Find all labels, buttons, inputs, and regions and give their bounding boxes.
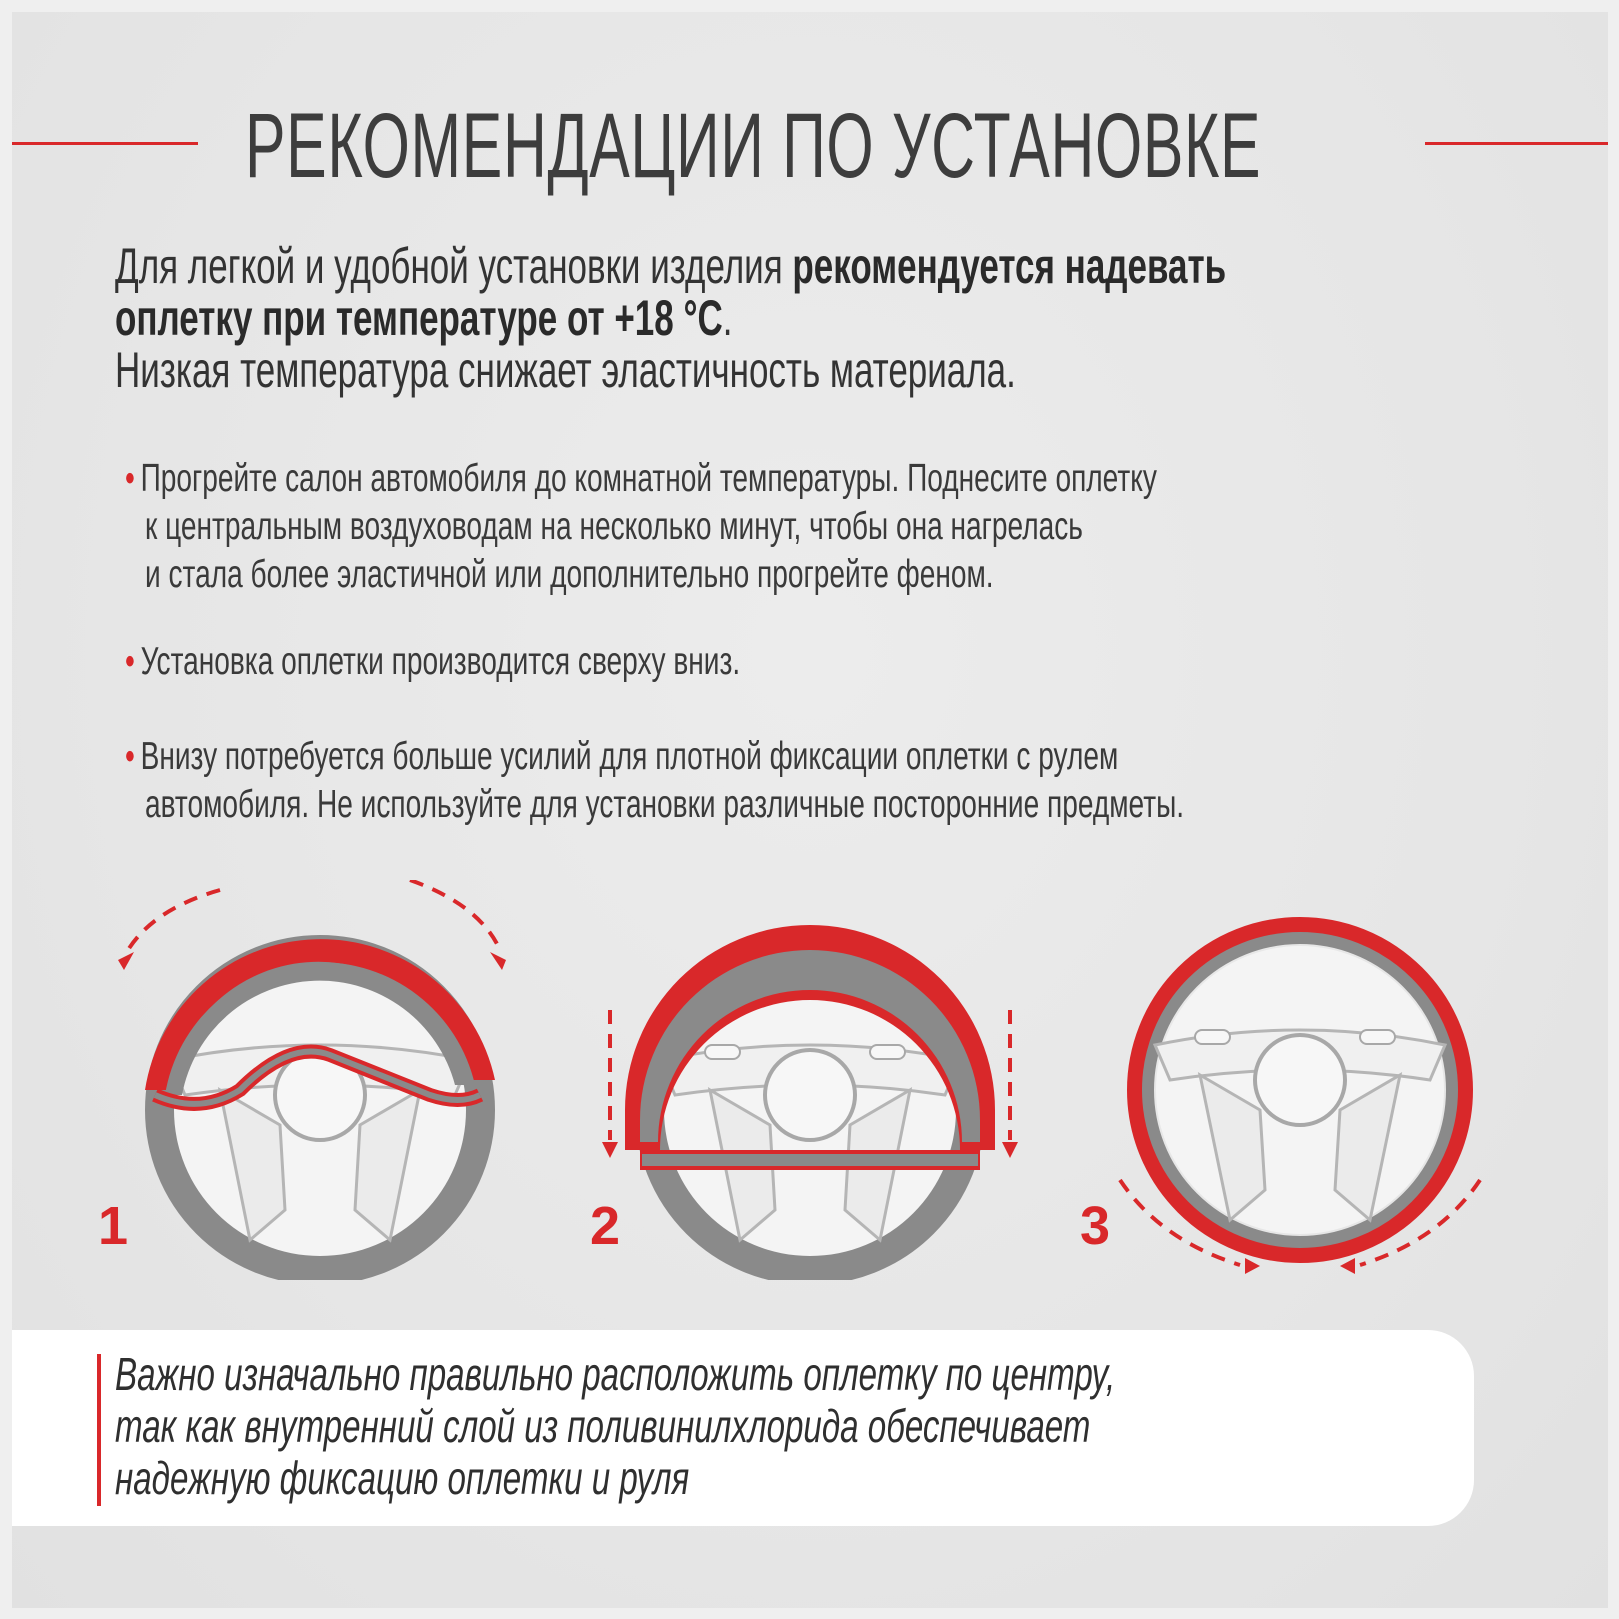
step-number-1: 1 bbox=[98, 1196, 129, 1256]
bullet-item-top-down bbox=[125, 638, 1619, 686]
intro-line1-text: Для легкой и удобной установки изделия bbox=[115, 238, 793, 294]
intro-line2-end: . bbox=[722, 290, 733, 346]
intro-line3: Низкая температура снижает эластичность материала. bbox=[115, 342, 1016, 398]
note-line: так как внутренний слой из поливинилхлорида обеспечивает bbox=[115, 1400, 1091, 1452]
bullet-item-warm-up bbox=[125, 455, 1619, 599]
bullet-dot-icon: • bbox=[125, 735, 135, 778]
note-accent-bar bbox=[97, 1354, 101, 1506]
note-line: надежную фиксацию оплетки и руля bbox=[115, 1452, 690, 1504]
title-decor-line-left bbox=[12, 142, 198, 145]
bullet-line: Установка оплетки производится сверху вниз. bbox=[140, 640, 741, 683]
bullet-line: автомобиля. Не используйте для установки различные посторонние предметы. bbox=[145, 783, 1185, 826]
note-line: Важно изначально правильно расположить оплетку по центру, bbox=[115, 1348, 1116, 1400]
steering-wheel-step-1-icon bbox=[110, 880, 530, 1280]
title-decor-line-right bbox=[1425, 142, 1608, 145]
step-number-3: 3 bbox=[1080, 1196, 1111, 1256]
bullet-dot-icon: • bbox=[125, 457, 135, 500]
important-note-text bbox=[115, 1348, 1515, 1504]
bullet-line: Внизу потребуется больше усилий для плотной фиксации оплетки с рулем bbox=[140, 735, 1119, 778]
step-number-2: 2 bbox=[590, 1196, 621, 1256]
steering-wheel-step-2-icon bbox=[600, 880, 1020, 1280]
intro-line1-bold: рекомендуется надевать bbox=[792, 238, 1227, 294]
intro-paragraph bbox=[115, 240, 1615, 396]
bullet-dot-icon: • bbox=[125, 640, 135, 683]
bullet-line: Прогрейте салон автомобиля до комнатной температуры. Поднесите оплетку bbox=[140, 457, 1157, 500]
intro-line2-bold: оплетку при температуре от +18 °C bbox=[115, 290, 723, 346]
steering-wheel-step-3-icon bbox=[1090, 880, 1510, 1280]
page-title: РЕКОМЕНДАЦИИ ПО УСТАНОВКЕ bbox=[245, 95, 1262, 197]
bullet-item-bottom-effort bbox=[125, 733, 1619, 829]
bullet-line: к центральным воздуховодам на несколько минут, чтобы она нагрелась bbox=[145, 505, 1083, 548]
bullet-line: и стала более эластичной или дополнительно прогрейте феном. bbox=[145, 553, 994, 596]
